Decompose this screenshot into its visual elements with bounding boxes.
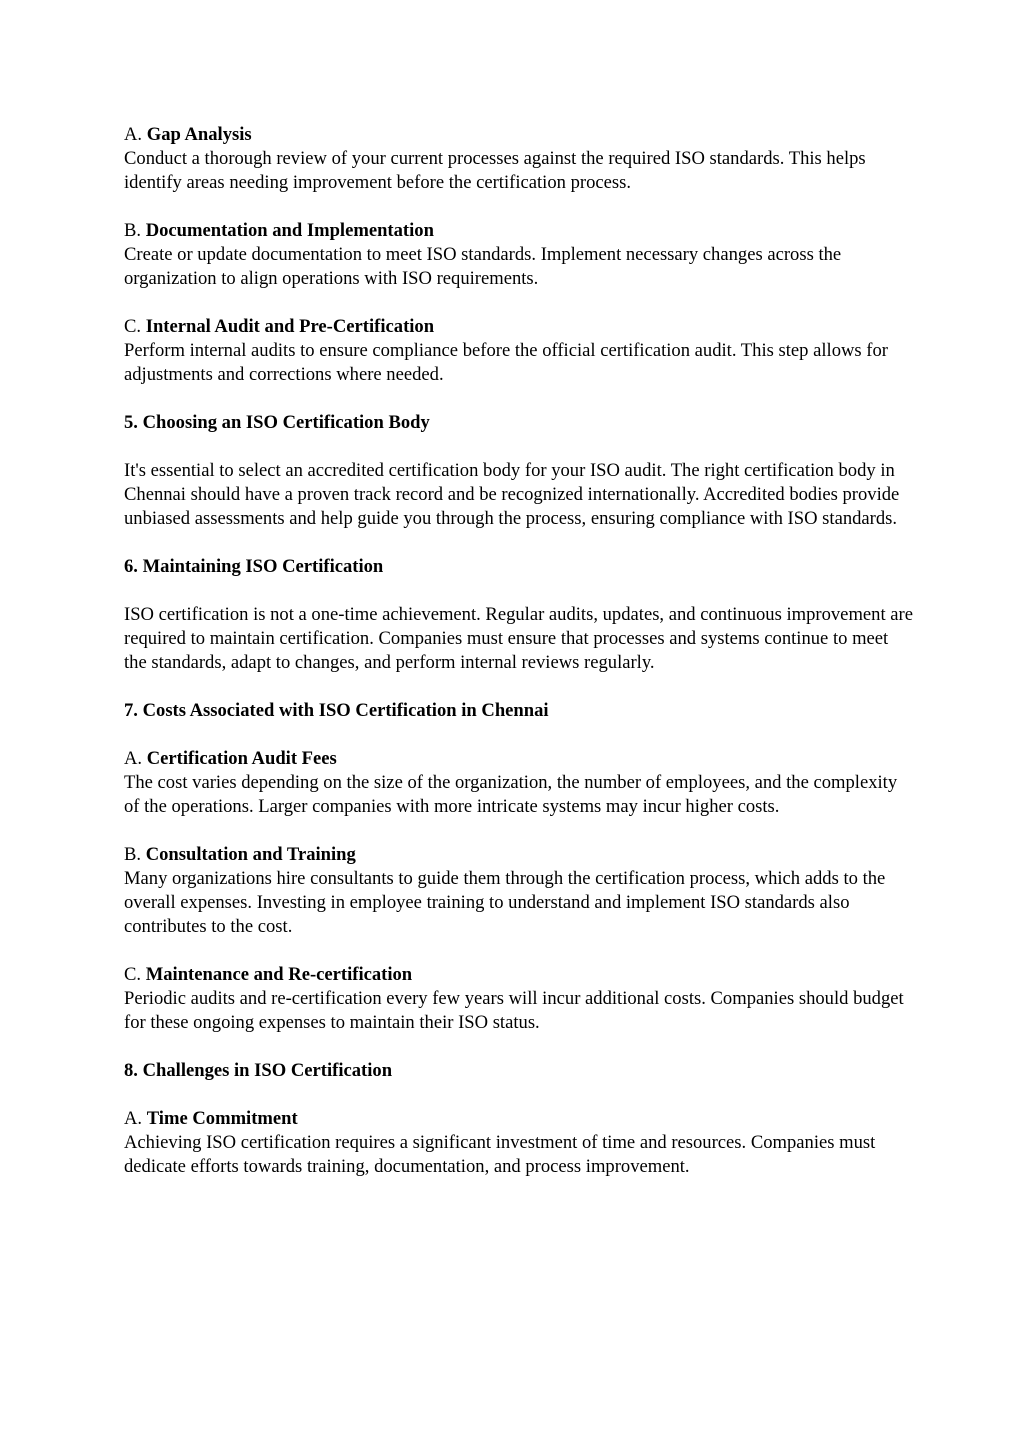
subsection-title <box>124 123 914 147</box>
subsection-body: Many organizations hire consultants to guide them through the certification process, which adds to the overall expenses. Investing in employee training to understand and implement ISO standards also contributes to the cost. <box>124 868 886 937</box>
subsection-letter: B. <box>124 844 146 865</box>
section-heading-costs: 7. Costs Associated with ISO Certification in Chennai <box>124 700 549 721</box>
document-page <box>124 123 914 1203</box>
paragraph-maintaining <box>124 603 914 675</box>
subsection-heading: Maintenance and Re-certification <box>145 964 413 985</box>
subsection-title <box>124 315 914 339</box>
subsection-heading: Internal Audit and Pre-Certification <box>145 316 435 337</box>
subsection-maintenance <box>124 963 914 1035</box>
subsection-letter: A. <box>124 1108 147 1129</box>
subsection-title <box>124 1107 914 1131</box>
subsection-letter: A. <box>124 748 147 769</box>
subsection-body: Achieving ISO certification requires a significant investment of time and resources. Companies must dedicate efforts towards training, documentation, and process improvement. <box>124 1132 876 1177</box>
subsection-heading: Certification Audit Fees <box>146 748 337 769</box>
subsection-time-commitment <box>124 1107 914 1179</box>
subsection-internal-audit <box>124 315 914 387</box>
subsection-documentation <box>124 219 914 291</box>
subsection-body: Perform internal audits to ensure compliance before the official certification audit. This step allows for adjustments and corrections where needed. <box>124 340 888 385</box>
subsection-letter: A. <box>124 124 147 145</box>
paragraph-text: It's essential to select an accredited certification body for your ISO audit. The right certification body in Chennai should have a proven track record and be recognized internationally. Accredited bodies provide unbiased assessments and help guide you through the process, ensuring compliance with ISO standards. <box>124 460 900 529</box>
subsection-audit-fees <box>124 747 914 819</box>
subsection-letter: B. <box>124 220 146 241</box>
subsection-letter: C. <box>124 316 146 337</box>
section-heading-choosing-body: 5. Choosing an ISO Certification Body <box>124 412 430 433</box>
section-heading-maintaining: 6. Maintaining ISO Certification <box>124 556 384 577</box>
subsection-body: The cost varies depending on the size of the organization, the number of employees, and the complexity of the operations. Larger companies with more intricate systems may incur higher costs. <box>124 772 898 817</box>
subsection-heading: Documentation and Implementation <box>145 220 434 241</box>
subsection-title <box>124 747 914 771</box>
subsection-consultation <box>124 843 914 939</box>
paragraph-text: ISO certification is not a one-time achievement. Regular audits, updates, and continuous improvement are required to maintain certification. Companies must ensure that processes and systems continue to meet the standards, adapt to changes, and perform internal reviews regularly. <box>124 604 913 673</box>
subsection-letter: C. <box>124 964 146 985</box>
subsection-heading: Consultation and Training <box>145 844 356 865</box>
subsection-body: Periodic audits and re-certification every few years will incur additional costs. Companies should budget for these ongoing expenses to maintain their ISO status. <box>124 988 904 1033</box>
subsection-body: Conduct a thorough review of your current processes against the required ISO standards. This helps identify areas needing improvement before the certification process. <box>124 148 866 193</box>
subsection-body: Create or update documentation to meet ISO standards. Implement necessary changes across the organization to align operations with ISO requirements. <box>124 244 842 289</box>
subsection-heading: Gap Analysis <box>146 124 252 145</box>
subsection-title <box>124 963 914 987</box>
subsection-title <box>124 219 914 243</box>
subsection-gap-analysis <box>124 123 914 195</box>
paragraph-choosing-body <box>124 459 914 531</box>
subsection-title <box>124 843 914 867</box>
section-heading-challenges: 8. Challenges in ISO Certification <box>124 1060 393 1081</box>
subsection-heading: Time Commitment <box>146 1108 298 1129</box>
